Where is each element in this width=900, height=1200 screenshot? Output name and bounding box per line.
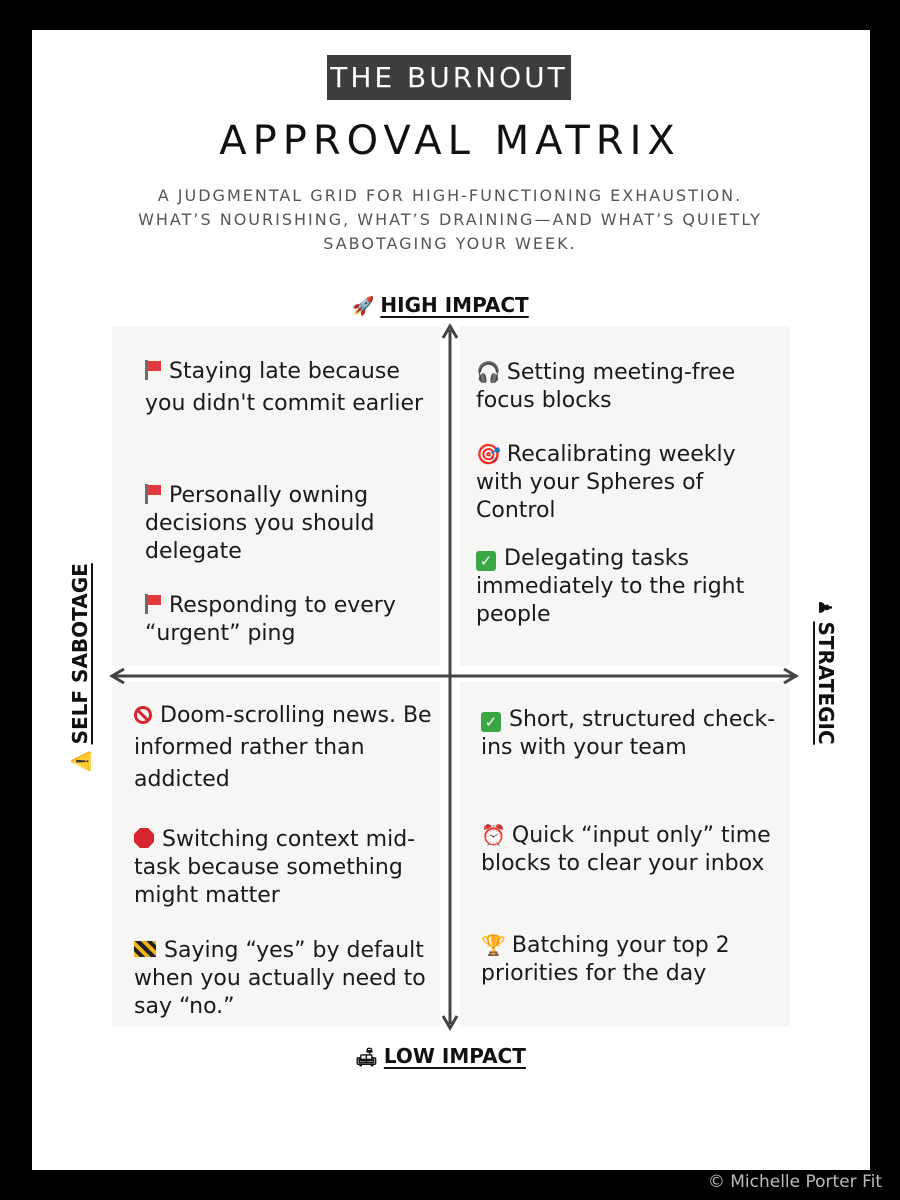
axis-bottom-text: LOW IMPACT bbox=[383, 1044, 526, 1068]
trophy-icon: 🏆 bbox=[481, 933, 506, 957]
list-item: 🏆 Batching your top 2 priorities for the day bbox=[481, 933, 730, 986]
list-item: 🎧 Setting meeting-free focus blocks bbox=[476, 360, 736, 413]
axis-label-strategic bbox=[814, 599, 838, 744]
header-box-title: THE BURNOUT bbox=[327, 55, 571, 100]
headphones-icon: 🎧 bbox=[476, 360, 501, 384]
alarm-clock-icon: ⏰ bbox=[481, 823, 506, 847]
axis-left-text: SELF SABOTAGE bbox=[68, 563, 92, 745]
list-item: ✓ Delegating tasks immediately to the right people bbox=[476, 546, 745, 627]
list-item: Doom-scrolling news. Be informed rather than addicted bbox=[134, 703, 432, 792]
no-entry-icon bbox=[134, 706, 152, 724]
subtitle-line: A JUDGMENTAL GRID FOR HIGH-FUNCTIONING EXHAUSTION. bbox=[157, 186, 743, 205]
target-icon: 🎯 bbox=[476, 442, 501, 466]
list-item: Switching context mid-task because something might matter bbox=[134, 827, 416, 908]
page-title: APPROVAL MATRIX bbox=[219, 118, 681, 164]
axis-right-text: STRATEGIC bbox=[814, 621, 838, 745]
chess-pawn-icon: ♟ bbox=[814, 599, 835, 616]
list-item: Responding to every “urgent” ping bbox=[145, 593, 396, 646]
list-item: ✓ Short, structured check-ins with your team bbox=[481, 707, 776, 760]
axis-label-high-impact bbox=[352, 293, 529, 317]
list-item: 🎯 Recalibrating weekly with your Spheres of Control bbox=[476, 442, 736, 523]
list-item: Saying “yes” by default when you actually need to say “no.” bbox=[134, 938, 426, 1019]
subtitle-line: SABOTAGING YOUR WEEK. bbox=[323, 234, 577, 253]
axis-label-low-impact bbox=[355, 1044, 526, 1068]
list-item: Staying late because you didn't commit earlier bbox=[145, 359, 424, 416]
stop-sign-icon bbox=[134, 828, 154, 848]
list-item: Personally owning decisions you should delegate bbox=[145, 483, 375, 564]
axis-label-self-sabotage bbox=[68, 563, 92, 773]
red-flag-icon bbox=[145, 594, 161, 614]
couch-icon: 🛋 bbox=[355, 1047, 378, 1068]
copyright: © Michelle Porter Fit bbox=[707, 1172, 882, 1192]
check-icon: ✓ bbox=[481, 712, 501, 732]
check-icon: ✓ bbox=[476, 551, 496, 571]
construction-barrier-icon bbox=[134, 941, 156, 957]
warning-icon: ⚠️ bbox=[71, 750, 92, 773]
axis-top-text: HIGH IMPACT bbox=[380, 293, 529, 317]
rocket-icon: 🚀 bbox=[352, 296, 375, 317]
subtitle bbox=[110, 184, 790, 256]
list-item: ⏰ Quick “input only” time blocks to clear your inbox bbox=[481, 823, 771, 876]
red-flag-icon bbox=[145, 484, 161, 504]
subtitle-line: WHAT’S NOURISHING, WHAT’S DRAINING—AND WHAT’S QUIETLY bbox=[138, 210, 762, 229]
red-flag-icon bbox=[145, 360, 161, 380]
